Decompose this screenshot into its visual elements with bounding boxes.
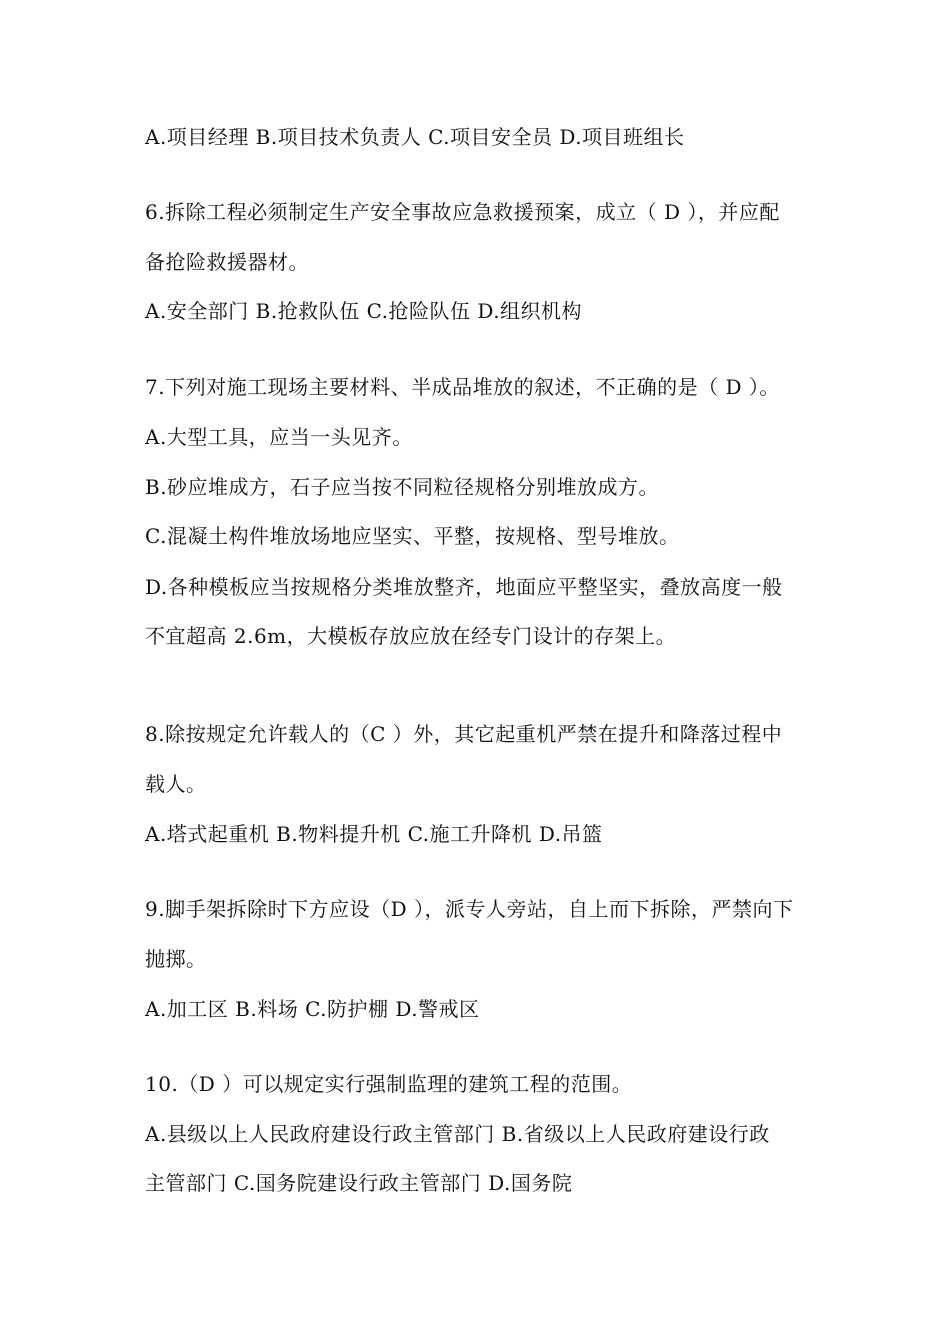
q6-question-line-1: 6.拆除工程必须制定生产安全事故应急救援预案，成立（ D ），并应配 (145, 200, 780, 224)
q10-question: 10.（D ）可以规定实行强制监理的建筑工程的范围。 (145, 1072, 633, 1096)
q9-question-line-1: 9.脚手架拆除时下方应设（D ），派专人旁站，自上而下拆除，严禁向下 (145, 897, 794, 921)
q6-options: A.安全部门 B.抢救队伍 C.抢险队伍 D.组织机构 (145, 299, 583, 323)
q7-question: 7.下列对施工现场主要材料、半成品堆放的叙述，不正确的是（ D ）。 (145, 375, 780, 399)
q8-question-line-2: 载人。 (145, 772, 207, 796)
q9-question-line-2: 抛掷。 (145, 947, 207, 971)
q7-option-d-line-2: 不宜超高 2.6m，大模板存放应放在经专门设计的存架上。 (145, 624, 677, 648)
q7-option-b: B.砂应堆成方，石子应当按不同粒径规格分别堆放成方。 (145, 475, 660, 499)
q5-options: A.项目经理 B.项目技术负责人 C.项目安全员 D.项目班组长 (145, 125, 685, 149)
q9-options: A.加工区 B.料场 C.防护棚 D.警戒区 (145, 997, 480, 1021)
q7-option-d-line-1: D.各种模板应当按规格分类堆放整齐，地面应平整坚实，叠放高度一般 (145, 575, 783, 599)
q7-option-a: A.大型工具，应当一头见齐。 (145, 425, 413, 449)
q8-question-line-1: 8.除按规定允许载人的（C ）外，其它起重机严禁在提升和降落过程中 (145, 722, 783, 746)
q10-options-line-2: 主管部门 C.国务院建设行政主管部门 D.国务院 (145, 1171, 573, 1195)
q6-question-line-2: 备抢险救援器材。 (145, 250, 309, 274)
q8-options: A.塔式起重机 B.物料提升机 C.施工升降机 D.吊篮 (145, 822, 603, 846)
q7-option-c: C.混凝土构件堆放场地应坚实、平整，按规格、型号堆放。 (145, 524, 680, 548)
q10-options-line-1: A.县级以上人民政府建设行政主管部门 B.省级以上人民政府建设行政 (145, 1122, 770, 1146)
